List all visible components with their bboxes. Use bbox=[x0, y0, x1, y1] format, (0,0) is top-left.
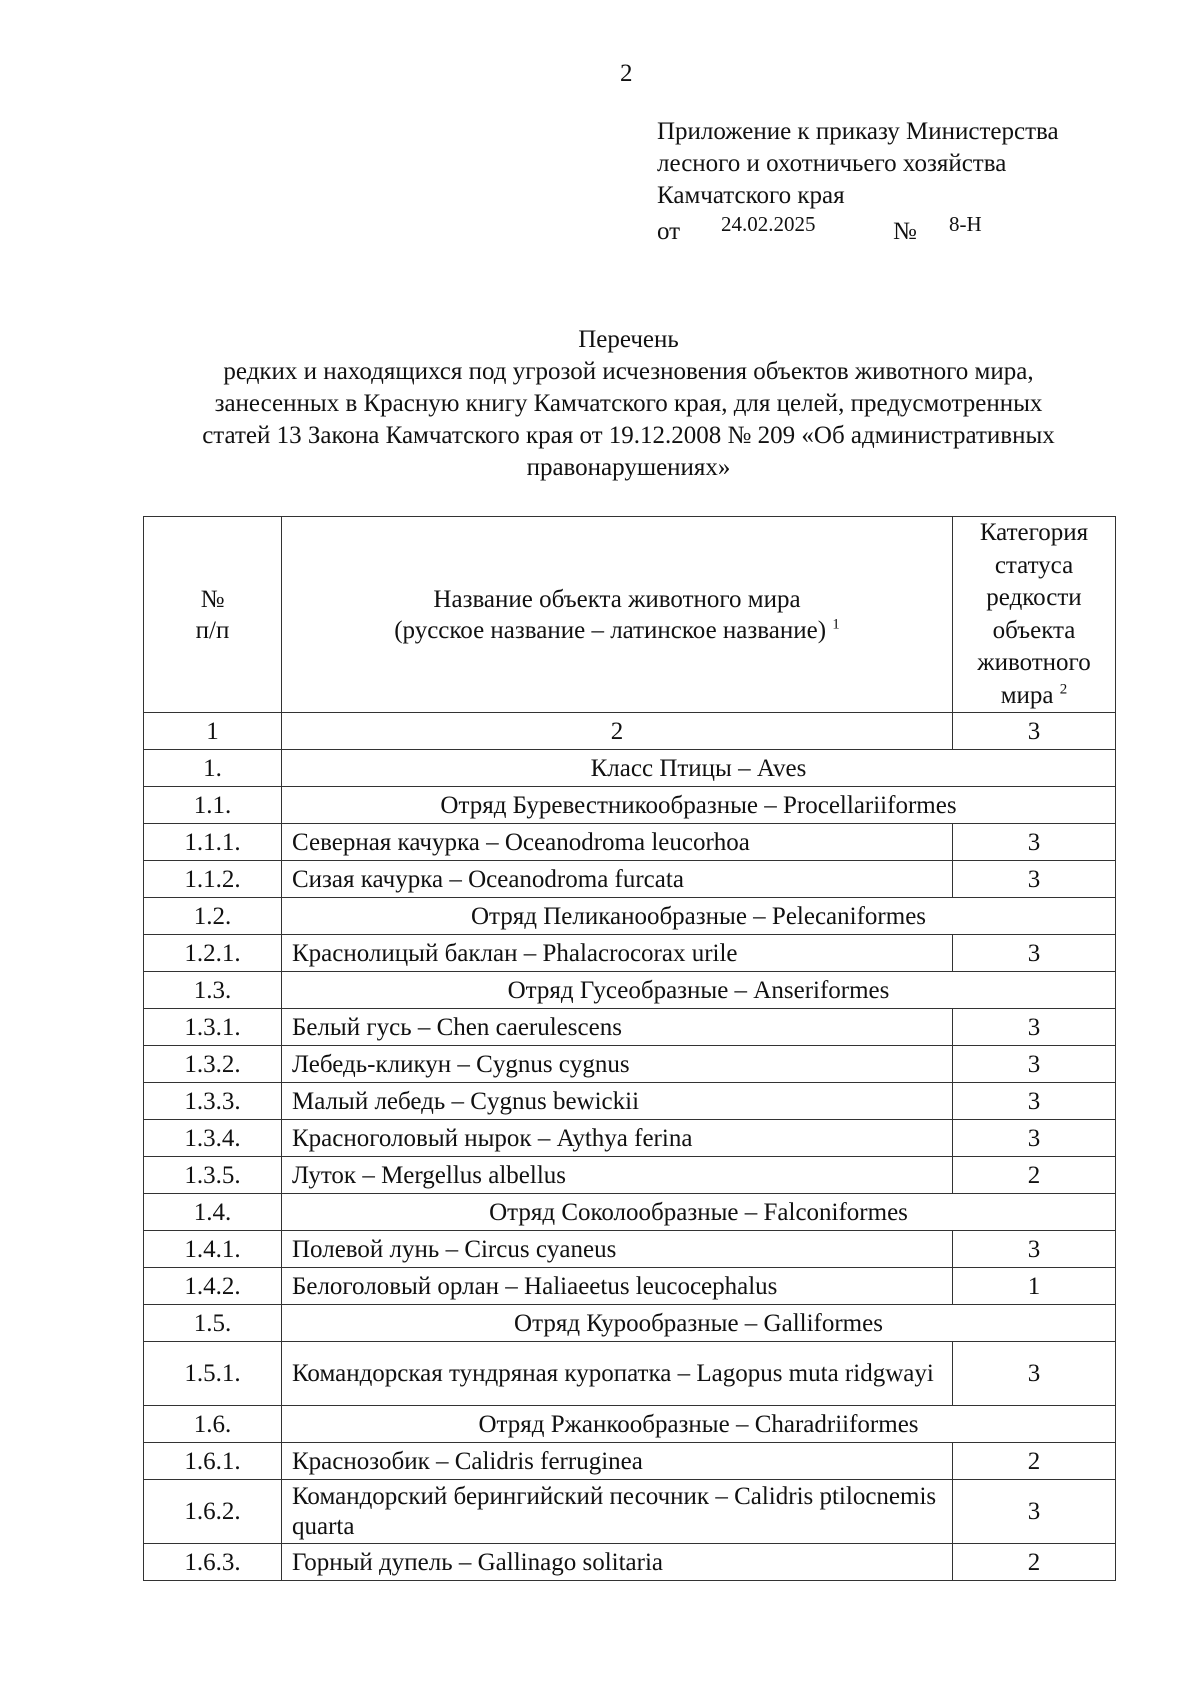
appendix-line: лесного и охотничьего хозяйства bbox=[657, 150, 1007, 177]
row-number: 1.4.2. bbox=[144, 1268, 282, 1305]
table-row bbox=[144, 1046, 1116, 1083]
table-row bbox=[144, 1544, 1116, 1581]
row-number: 1.3.5. bbox=[144, 1157, 282, 1194]
row-number: 1.6. bbox=[144, 1406, 282, 1443]
row-number: 1.3. bbox=[144, 972, 282, 1009]
species-name: Красноголовый нырок – Aythya ferina bbox=[282, 1120, 953, 1157]
column-number-row bbox=[144, 713, 1116, 750]
title-line: редких и находящихся под угрозой исчезновения объектов животного мира, bbox=[223, 358, 1034, 385]
species-name: Луток – Mergellus albellus bbox=[282, 1157, 953, 1194]
header-category-line bbox=[957, 680, 1111, 713]
rarity-category: 3 bbox=[953, 1009, 1116, 1046]
species-name: Командорская тундряная куропатка – Lagopus muta ridgwayi bbox=[282, 1342, 953, 1406]
table-row bbox=[144, 1231, 1116, 1268]
group-row bbox=[144, 750, 1116, 787]
date-prefix: от bbox=[657, 218, 681, 245]
row-number: 1. bbox=[144, 750, 282, 787]
table-row bbox=[144, 935, 1116, 972]
rarity-category: 3 bbox=[953, 1342, 1116, 1406]
header-category-text: мира bbox=[1000, 681, 1054, 709]
rarity-category: 3 bbox=[953, 1083, 1116, 1120]
title-heading: Перечень bbox=[578, 326, 679, 353]
species-name: Сизая качурка – Oceanodroma furcata bbox=[282, 861, 953, 898]
species-name: Полевой лунь – Circus cyaneus bbox=[282, 1231, 953, 1268]
species-name: Краснолицый баклан – Phalacrocorax urile bbox=[282, 935, 953, 972]
number-sign: № bbox=[893, 218, 917, 245]
header-name-text: (русское название – латинское название) bbox=[394, 616, 827, 644]
table-row bbox=[144, 824, 1116, 861]
row-number: 1.5.1. bbox=[144, 1342, 282, 1406]
row-number: 1.2. bbox=[144, 898, 282, 935]
header-name-line2 bbox=[292, 615, 942, 646]
rarity-category: 1 bbox=[953, 1268, 1116, 1305]
order-date: 24.02.2025 bbox=[721, 212, 816, 236]
appendix-block bbox=[657, 116, 1059, 244]
header-category bbox=[953, 517, 1116, 713]
row-number: 1.1.2. bbox=[144, 861, 282, 898]
row-number: 1.3.1. bbox=[144, 1009, 282, 1046]
rarity-category: 2 bbox=[953, 1443, 1116, 1480]
row-number: 1.2.1. bbox=[144, 935, 282, 972]
header-category-line: редкости bbox=[986, 584, 1082, 611]
species-name: Белоголовый орлан – Haliaeetus leucocephalus bbox=[282, 1268, 953, 1305]
row-number: 1.5. bbox=[144, 1305, 282, 1342]
footnote-2: 2 bbox=[1059, 681, 1068, 698]
row-number: 1.6.2. bbox=[144, 1480, 282, 1544]
page-number: 2 bbox=[620, 60, 633, 87]
species-name: Малый лебедь – Cygnus bewickii bbox=[282, 1083, 953, 1120]
header-category-line: статуса bbox=[994, 551, 1074, 579]
appendix-line: Камчатского края bbox=[657, 182, 845, 209]
row-number: 1.1.1. bbox=[144, 824, 282, 861]
table-row bbox=[144, 1157, 1116, 1194]
group-name: Отряд Ржанкообразные – Charadriiformes bbox=[282, 1406, 1116, 1443]
group-name: Отряд Гусеобразные – Anseriformes bbox=[282, 972, 1116, 1009]
header-category-line: Категория bbox=[979, 519, 1089, 546]
column-number: 2 bbox=[282, 713, 953, 750]
species-name: Горный дупель – Gallinago solitaria bbox=[282, 1544, 953, 1581]
rarity-category: 3 bbox=[953, 824, 1116, 861]
rarity-category: 3 bbox=[953, 1231, 1116, 1268]
group-name: Отряд Соколообразные – Falconiformes bbox=[282, 1194, 1116, 1231]
appendix-line: Приложение к приказу Министерства bbox=[657, 118, 1059, 145]
group-row bbox=[144, 1194, 1116, 1231]
row-number: 1.3.2. bbox=[144, 1046, 282, 1083]
group-row bbox=[144, 787, 1116, 824]
group-row bbox=[144, 972, 1116, 1009]
rarity-category: 3 bbox=[953, 1046, 1116, 1083]
table-row bbox=[144, 1120, 1116, 1157]
group-name: Отряд Пеликанообразные – Pelecaniformes bbox=[282, 898, 1116, 935]
header-number-sign: № bbox=[200, 585, 225, 613]
rarity-category: 2 bbox=[953, 1544, 1116, 1581]
rarity-category: 3 bbox=[953, 935, 1116, 972]
row-number: 1.3.4. bbox=[144, 1120, 282, 1157]
footnote-1: 1 bbox=[832, 616, 840, 633]
species-name: Командорский берингийский песочник – Calidris ptilocnemis quarta bbox=[282, 1480, 953, 1544]
table-row bbox=[144, 1009, 1116, 1046]
column-number: 3 bbox=[953, 713, 1116, 750]
species-name: Лебедь-кликун – Cygnus cygnus bbox=[282, 1046, 953, 1083]
rarity-category: 2 bbox=[953, 1157, 1116, 1194]
group-row bbox=[144, 1406, 1116, 1443]
document-title bbox=[143, 324, 1114, 484]
table-row bbox=[144, 1083, 1116, 1120]
table-row bbox=[144, 861, 1116, 898]
header-number bbox=[144, 517, 282, 713]
rarity-category: 3 bbox=[953, 861, 1116, 898]
header-category-line: объекта bbox=[992, 616, 1076, 644]
table-header-row bbox=[144, 517, 1116, 713]
order-number: 8-Н bbox=[949, 212, 982, 236]
row-number: 1.1. bbox=[144, 787, 282, 824]
group-name: Класс Птицы – Aves bbox=[282, 750, 1116, 787]
species-name: Краснозобик – Calidris ferruginea bbox=[282, 1443, 953, 1480]
header-category-line: животного bbox=[977, 649, 1091, 676]
row-number: 1.6.1. bbox=[144, 1443, 282, 1480]
table-row bbox=[144, 1443, 1116, 1480]
rarity-category: 3 bbox=[953, 1120, 1116, 1157]
title-line: занесенных в Красную книгу Камчатского края, для целей, предусмотренных bbox=[214, 390, 1043, 417]
title-line: правонарушениях» bbox=[526, 454, 731, 481]
row-number: 1.4. bbox=[144, 1194, 282, 1231]
species-name: Белый гусь – Chen caerulescens bbox=[282, 1009, 953, 1046]
rarity-category: 3 bbox=[953, 1480, 1116, 1544]
title-line: статей 13 Закона Камчатского края от 19.12.2008 № 209 «Об административных bbox=[202, 422, 1055, 449]
column-number: 1 bbox=[144, 713, 282, 750]
group-name: Отряд Буревестникообразные – Procellariiformes bbox=[282, 787, 1116, 824]
order-date-number bbox=[657, 212, 1059, 244]
species-table bbox=[143, 516, 1116, 1581]
table-row bbox=[144, 1480, 1116, 1544]
group-name: Отряд Курообразные – Galliformes bbox=[282, 1305, 1116, 1342]
header-name-line1: Название объекта животного мира bbox=[433, 585, 801, 613]
row-number: 1.4.1. bbox=[144, 1231, 282, 1268]
species-name: Северная качурка – Oceanodroma leucorhoa bbox=[282, 824, 953, 861]
group-row bbox=[144, 898, 1116, 935]
header-name bbox=[282, 517, 953, 713]
header-number-pp: п/п bbox=[195, 616, 230, 644]
group-row bbox=[144, 1305, 1116, 1342]
table-row bbox=[144, 1268, 1116, 1305]
table-row bbox=[144, 1342, 1116, 1406]
row-number: 1.3.3. bbox=[144, 1083, 282, 1120]
row-number: 1.6.3. bbox=[144, 1544, 282, 1581]
